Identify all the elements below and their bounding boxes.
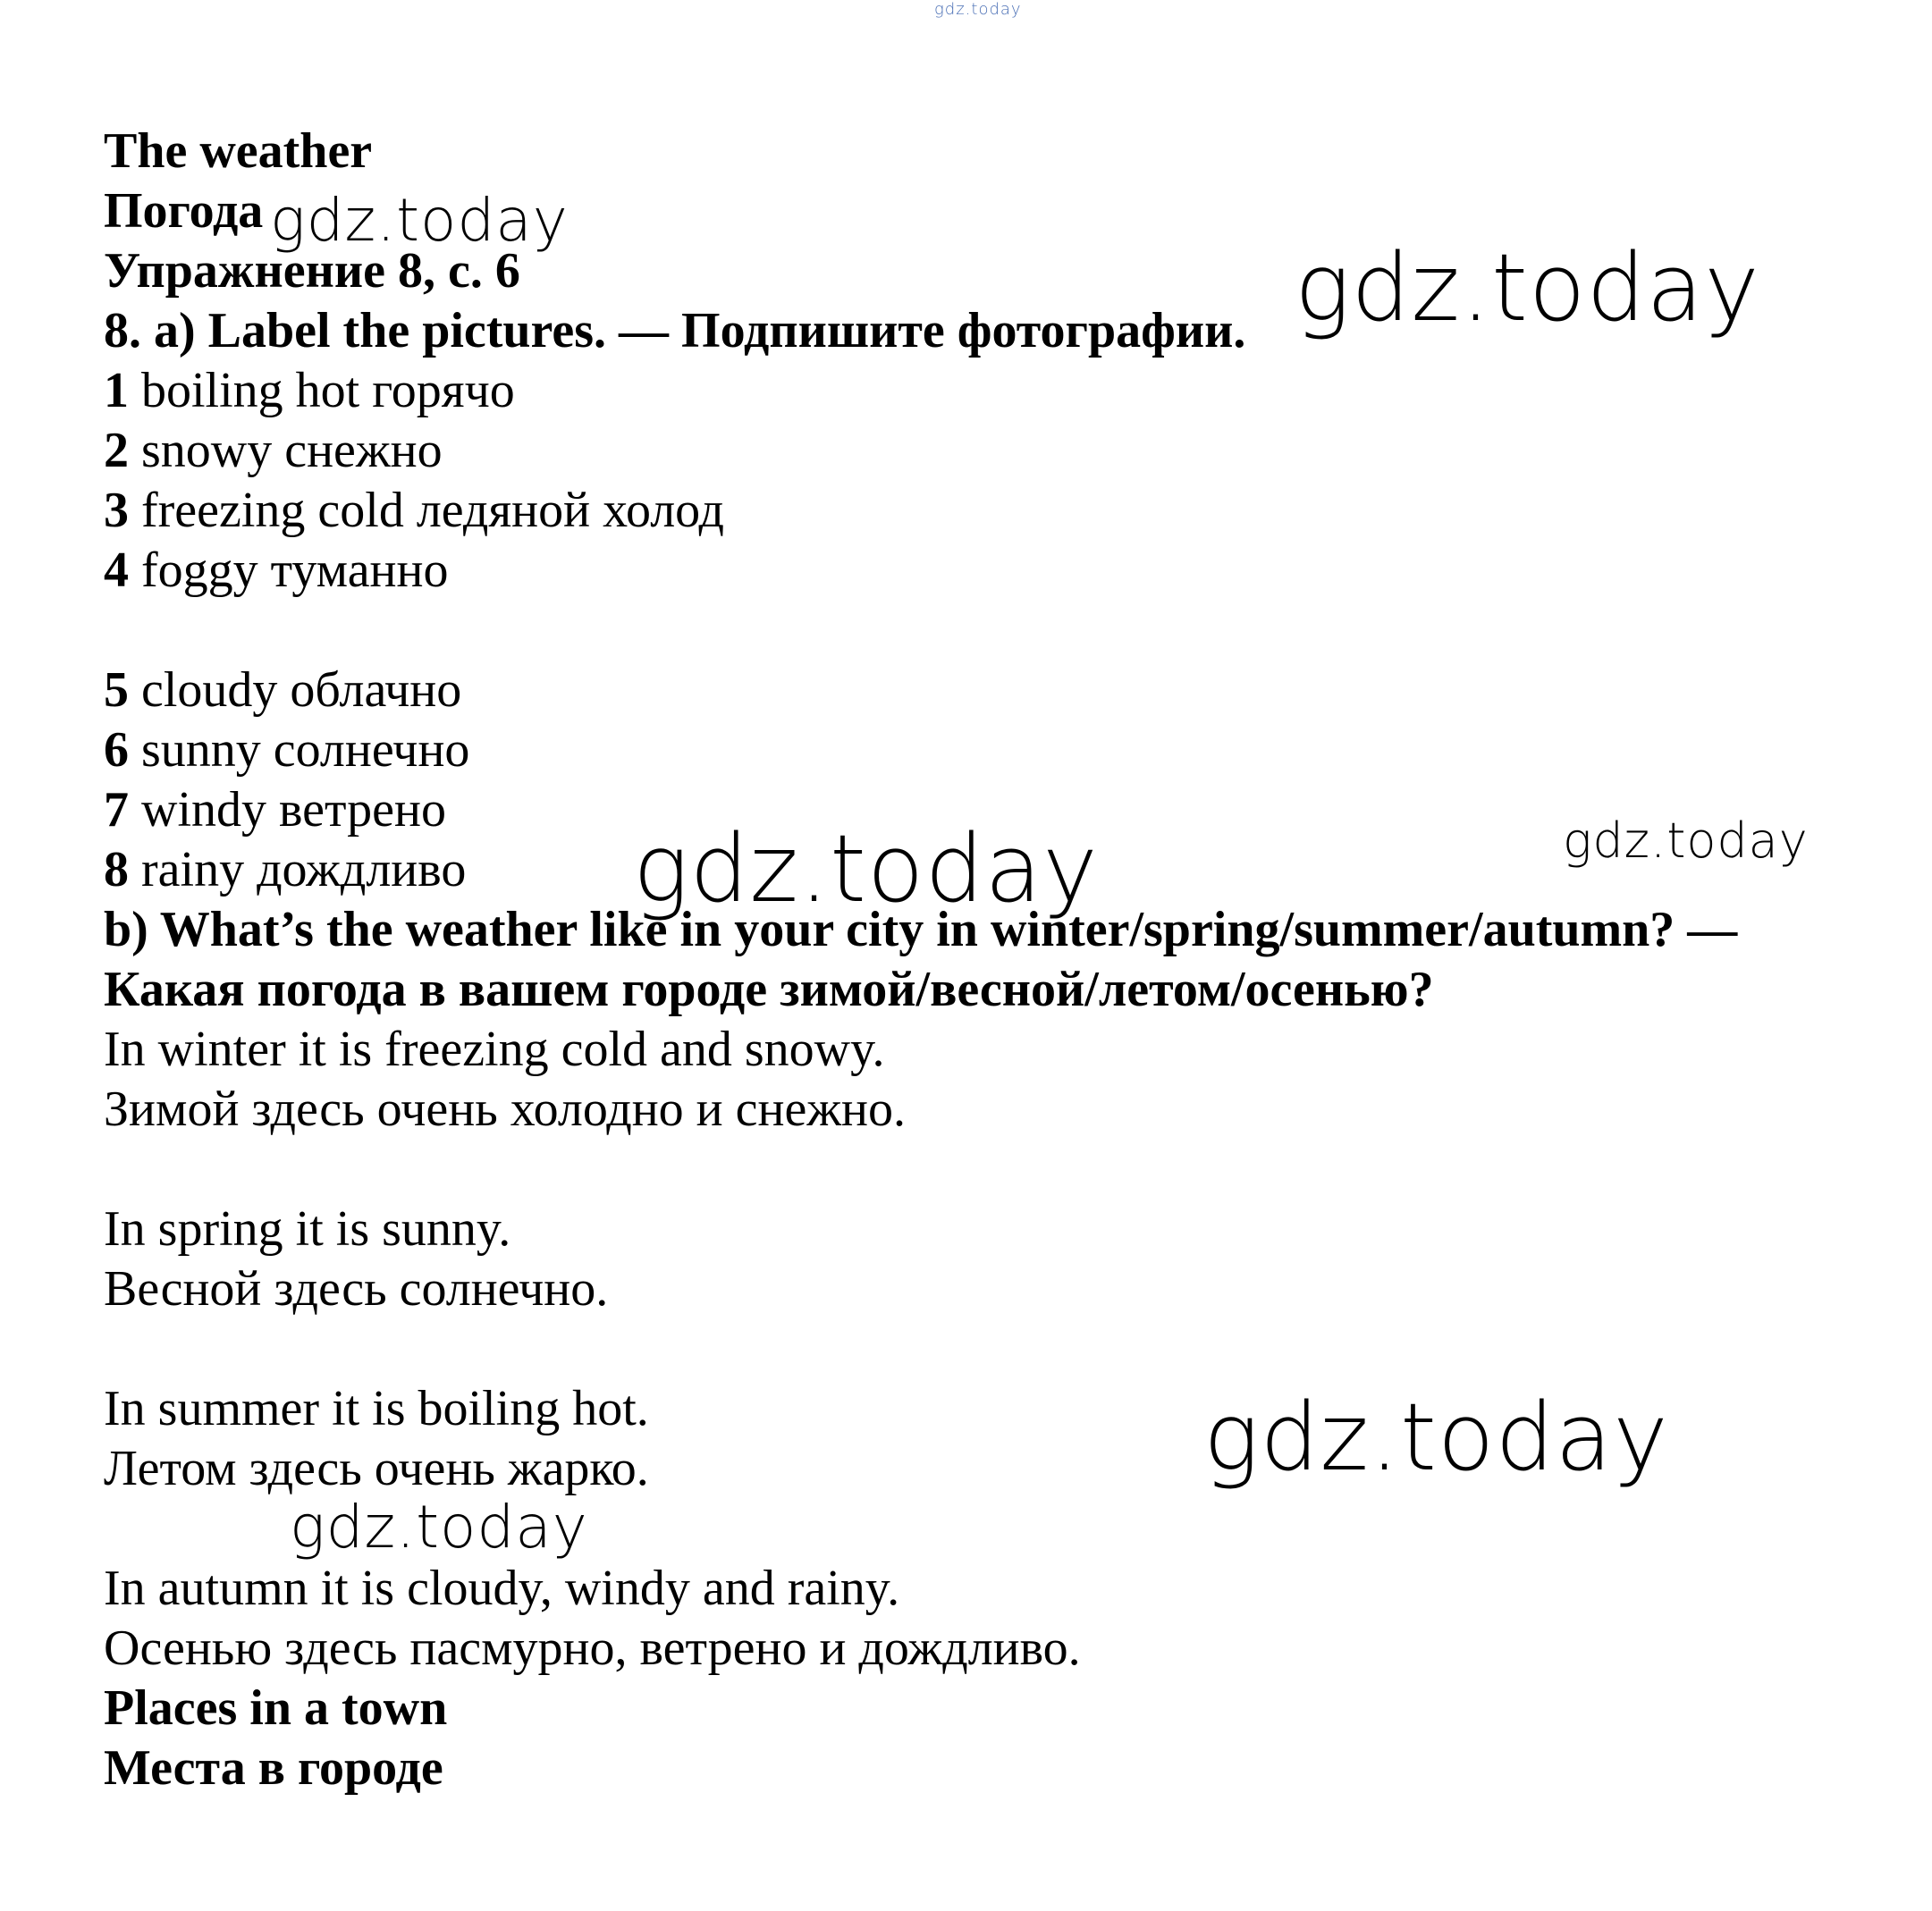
answer-ru: Осенью здесь пасмурно, ветрено и дождливо. xyxy=(104,1621,1081,1676)
item-text: boiling hot горячо xyxy=(129,363,515,418)
watermark: gdz.today xyxy=(270,186,569,255)
exercise-heading: Упражнение 8, с. 6 xyxy=(104,243,520,299)
item-text: rainy дождливо xyxy=(129,842,467,897)
list-item xyxy=(104,361,515,421)
watermark: gdz.today xyxy=(633,814,1099,923)
item-number: 5 xyxy=(104,662,129,718)
list-item xyxy=(104,840,466,900)
task-b-heading-ru: Какая погода в вашем городе зимой/весной/летом/осенью? xyxy=(104,962,1434,1017)
watermark: gdz.today xyxy=(1295,233,1760,342)
answer-ru: Весной здесь солнечно. xyxy=(104,1261,609,1317)
watermark-top: gdz.today xyxy=(934,0,1022,19)
item-text: freezing cold ледяной холод xyxy=(129,483,725,538)
page-title-en: The weather xyxy=(104,123,373,179)
item-number: 6 xyxy=(104,722,129,778)
answer-en: In autumn it is cloudy, windy and rainy. xyxy=(104,1561,900,1616)
page-title-ru: Погода xyxy=(104,183,264,239)
next-section-title-en: Places in a town xyxy=(104,1680,448,1736)
item-text: snowy снежно xyxy=(129,423,443,478)
item-text: cloudy облачно xyxy=(129,662,462,718)
list-item xyxy=(104,780,446,840)
watermark: gdz.today xyxy=(290,1493,588,1562)
list-item xyxy=(104,421,443,481)
item-number: 3 xyxy=(104,483,129,538)
list-item xyxy=(104,661,461,720)
item-text: sunny солнечно xyxy=(129,722,470,778)
item-text: windy ветрено xyxy=(129,782,446,838)
item-number: 1 xyxy=(104,363,129,418)
answer-en: In winter it is freezing cold and snowy. xyxy=(104,1022,885,1077)
next-section-title-ru: Места в городе xyxy=(104,1740,443,1796)
item-number: 7 xyxy=(104,782,129,838)
item-number: 4 xyxy=(104,543,129,598)
list-item xyxy=(104,481,724,541)
answer-en: In summer it is boiling hot. xyxy=(104,1381,649,1436)
list-item xyxy=(104,541,449,601)
watermark: gdz.today xyxy=(1563,812,1809,869)
item-text: foggy туманно xyxy=(129,543,449,598)
item-number: 2 xyxy=(104,423,129,478)
list-item xyxy=(104,720,469,780)
watermark: gdz.today xyxy=(1203,1383,1669,1492)
answer-en: In spring it is sunny. xyxy=(104,1201,511,1257)
task-b-heading-en: b) What’s the weather like in your city in winter/spring/summer/autumn? — xyxy=(104,902,1738,957)
answer-ru: Зимой здесь очень холодно и снежно. xyxy=(104,1082,906,1137)
task-a-heading: 8. a) Label the pictures. — Подпишите фотографии. xyxy=(104,303,1246,358)
answer-ru: Летом здесь очень жарко. xyxy=(104,1441,649,1496)
item-number: 8 xyxy=(104,842,129,897)
